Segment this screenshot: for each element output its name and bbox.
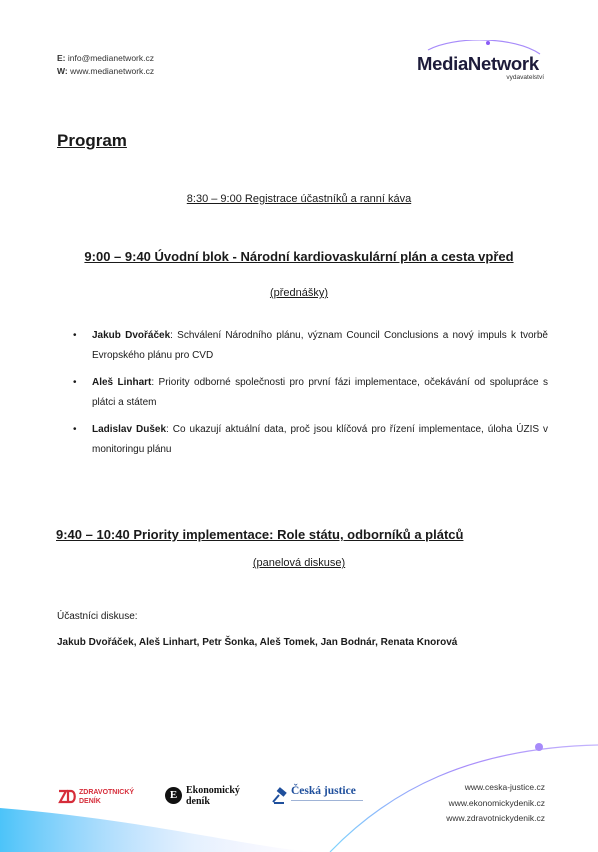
footer-link-ceska-justice[interactable]: www.ceska-justice.cz: [464, 782, 545, 792]
logo-name: MediaNetwork: [417, 53, 539, 74]
section1-heading: 9:00 – 9:40 Úvodní blok - Národní kardiovaskulární plán a cesta vpřed: [84, 249, 514, 264]
list-item: [73, 373, 548, 413]
zdravotnicky-denik-logo: [57, 787, 152, 809]
section2-format: (panelová diskuse): [252, 557, 346, 569]
speaker-topic: : Co ukazují aktuální data, proč jsou klíčová pro řízení implementace, úloha ÚZIS v monitoringu plánu: [92, 424, 549, 455]
participants-label: Účastníci diskuse:: [57, 611, 138, 622]
e-mark-icon: E: [165, 787, 182, 804]
section2-heading: 9:40 – 10:40 Priority implementace: Role státu, odborníků a plátců: [56, 527, 464, 542]
web-line: W: www.medianetwork.cz: [57, 66, 155, 76]
participants-list: Jakub Dvořáček, Aleš Linhart, Petr Šonka, Aleš Tomek, Jan Bodnár, Renata Knorová: [57, 637, 458, 648]
speaker-topic: : Schválení Národního plánu, význam Council Conclusions a nový impuls k tvorbě Evropského plánu pro CVD: [92, 330, 548, 361]
ekonomicky-denik-logo: [165, 785, 255, 809]
page-title: Program: [57, 131, 127, 150]
footer-links: [446, 780, 545, 827]
zd-logo-line2: DENÍK: [79, 798, 101, 805]
registration-line: 8:30 – 9:00 Registrace účastníků a ranní káva: [186, 193, 412, 205]
speaker-name: Aleš Linhart: [92, 377, 152, 388]
gavel-icon: [271, 787, 289, 805]
footer-link-ekonomicky-denik[interactable]: www.ekonomickydenik.cz: [448, 797, 545, 808]
footer-link-zdravotnicky-denik[interactable]: www.zdravotnickydenik.cz: [446, 813, 545, 823]
list-item: [73, 326, 548, 366]
ed-logo-line1: Ekonomický: [186, 785, 240, 796]
web-link[interactable]: www.medianetwork.cz: [70, 66, 155, 76]
ceska-justice-logo: [271, 784, 371, 808]
ed-logo-line2: deník: [186, 796, 210, 807]
logo-subtitle: vydavatelství: [506, 74, 544, 81]
speaker-name: Ladislav Dušek: [92, 424, 167, 435]
section1-format: (přednášky): [269, 287, 329, 299]
cj-logo-underline: [291, 800, 363, 801]
email-line: E: info@medianetwork.cz: [57, 53, 154, 63]
zd-logo-line1: ZDRAVOTNICKÝ: [79, 789, 135, 796]
speaker-topic: : Priority odborné společnosti pro první fázi implementace, očekávání od spolupráce s plátci a státem: [92, 377, 548, 408]
email-link[interactable]: info@medianetwork.cz: [67, 53, 154, 63]
medianetwork-logo: [414, 40, 554, 84]
speaker-name: Jakub Dvořáček: [92, 330, 171, 341]
zd-mark-icon: [57, 788, 77, 806]
contact-info: [57, 52, 154, 78]
section1-speaker-list: [73, 326, 548, 467]
cj-logo-text: Česká justice: [291, 785, 356, 797]
list-item: [73, 420, 548, 460]
